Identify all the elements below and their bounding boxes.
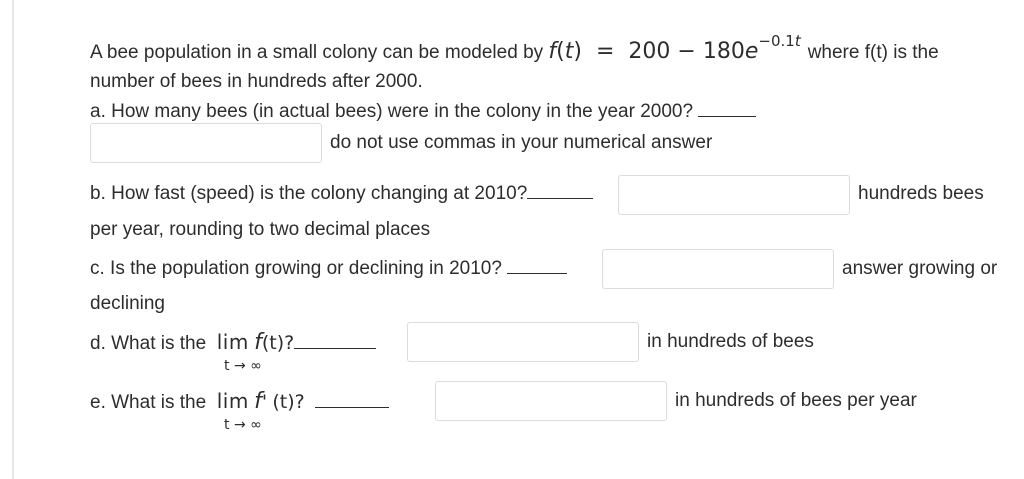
question-b-text: b. How fast (speed) is the colony changing at 2010?: [90, 183, 528, 204]
question-c-text: c. Is the population growing or declining in 2010?: [90, 258, 502, 279]
question-e-blank: [315, 403, 389, 408]
question-d-unit: in hundreds of bees: [647, 331, 814, 352]
formula-expr: 200 − 180: [628, 39, 745, 64]
question-e: [90, 390, 389, 414]
formula-exponent: −0.1: [758, 32, 795, 50]
question-d: [90, 331, 376, 355]
answer-d-input[interactable]: [407, 322, 639, 362]
question-c-blank: [507, 269, 567, 274]
formula-var: t: [564, 39, 574, 64]
question-c: [90, 258, 567, 280]
answer-a-input[interactable]: [90, 123, 322, 163]
formula-e: e: [744, 39, 759, 64]
formula-equals: =: [595, 39, 615, 64]
answer-e-input[interactable]: [435, 381, 667, 421]
intro-line-2: number of bees in hundreds after 2000.: [90, 71, 423, 92]
left-border: [12, 0, 14, 479]
question-e-unit: in hundreds of bees per year: [675, 390, 917, 411]
question-c-line2: declining: [90, 293, 165, 314]
formula-exponent-var: t: [794, 32, 801, 50]
question-a-hint: do not use commas in your numerical answer: [330, 132, 713, 153]
limit-operator-e: lim: [216, 389, 249, 413]
limit-func-d: f: [254, 330, 262, 355]
question-b-unit: hundreds bees: [858, 183, 984, 204]
question-c-unit: answer growing or: [842, 258, 998, 279]
intro-text-before: A bee population in a small colony can be modeled by: [90, 42, 544, 63]
question-b-blank: [527, 194, 593, 199]
limit-func-e: f: [254, 389, 262, 414]
limit-arg-d: (t)?: [261, 332, 295, 354]
question-d-prefix: d. What is the: [90, 333, 207, 354]
answer-b-input[interactable]: [618, 175, 850, 215]
limit-operator-d: lim: [216, 330, 249, 354]
intro-line: [90, 30, 939, 64]
formula-func-name: f: [548, 39, 557, 64]
question-a-text: a. How many bees (in actual bees) were in the colony in the year 2000?: [90, 101, 694, 122]
question-a-blank: [698, 112, 756, 117]
limit-arg-e: (t)?: [272, 391, 305, 413]
question-b-line2: per year, rounding to two decimal places: [90, 219, 431, 240]
question-d-blank: [294, 344, 376, 349]
limit-prime-e: ': [261, 391, 268, 413]
question-a: [90, 101, 756, 123]
intro-text-after: where f(t) is the: [807, 42, 939, 63]
question-b: [90, 183, 593, 205]
limit-subscript-d: t → ∞: [224, 358, 262, 374]
answer-c-input[interactable]: [602, 249, 834, 289]
function-formula: $f(t) = 200 - 180e^{-0.1t}$: [548, 32, 801, 64]
limit-subscript-e: t → ∞: [224, 417, 262, 433]
question-e-prefix: e. What is the: [90, 392, 207, 413]
